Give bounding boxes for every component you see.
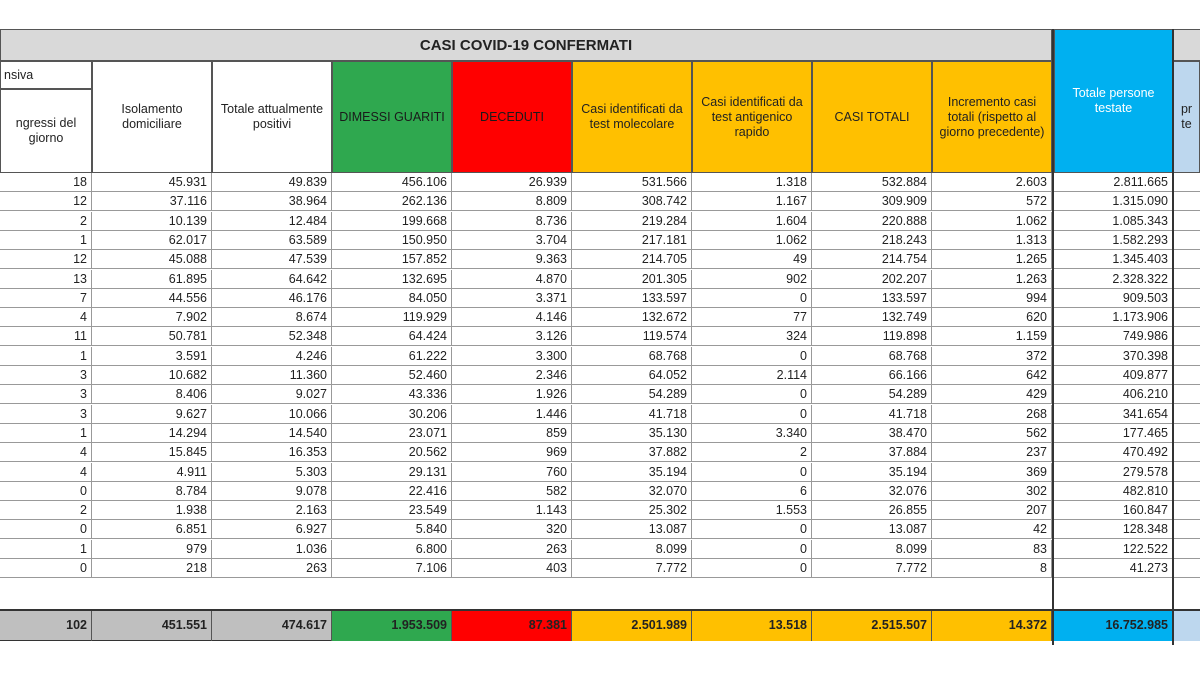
table-cell: 23.071 [332,424,452,442]
table-cell: 302 [932,482,1052,500]
table-cell: 202.207 [812,270,932,288]
table-cell: 63.589 [212,231,332,249]
table-cell: 37.882 [572,443,692,461]
total-cell: 87.381 [452,611,572,641]
table-cell: 2.603 [932,173,1052,191]
table-cell: 2.811.665 [1054,173,1173,191]
table-cell: 2.163 [212,501,332,519]
table-cell: 1 [0,347,92,365]
table-cell: 26.939 [452,173,572,191]
table-cell: 470.492 [1054,443,1173,461]
table-cell: 3.591 [92,347,212,365]
table-cell: 119.929 [332,308,452,326]
table-cell: 308.742 [572,192,692,210]
table-cell: 1.173.906 [1054,308,1173,326]
table-cell: 14.294 [92,424,212,442]
table-cell: 12 [0,250,92,268]
totals-row [0,609,1200,641]
table-cell-partial [1173,385,1200,403]
table-cell: 32.070 [572,482,692,500]
total-cell: 2.501.989 [572,611,692,641]
total-cell: 451.551 [92,611,212,641]
table-cell-partial [1173,482,1200,500]
table-cell: 1.036 [212,540,332,558]
table-cell: 482.810 [1054,482,1173,500]
header-totale-positivi: Totale attualmente positivi [212,61,332,173]
total-cell: 13.518 [692,611,812,641]
table-cell: 84.050 [332,289,452,307]
table-cell: 199.668 [332,212,452,230]
table-cell: 5.303 [212,463,332,481]
table-cell-partial [1173,405,1200,423]
table-row [0,250,1200,269]
table-cell: 41.718 [572,405,692,423]
table-row [0,405,1200,424]
table-cell: 7.772 [812,559,932,577]
table-cell: 4.246 [212,347,332,365]
table-cell: 12 [0,192,92,210]
table-cell: 45.088 [92,250,212,268]
table-cell: 1.318 [692,173,812,191]
table-cell: 62.017 [92,231,212,249]
table-cell: 6.927 [212,520,332,538]
column-divider [1172,29,1174,645]
table-cell: 1.062 [692,231,812,249]
table-cell: 1.604 [692,212,812,230]
table-cell: 4 [0,443,92,461]
table-cell: 902 [692,270,812,288]
table-cell: 562 [932,424,1052,442]
table-cell: 133.597 [572,289,692,307]
table-cell: 8.736 [452,212,572,230]
table-cell: 0 [0,520,92,538]
total-cell: 102 [0,611,92,641]
table-row [0,540,1200,559]
total-cell: 2.515.507 [812,611,932,641]
table-cell: 3.371 [452,289,572,307]
table-cell: 14.540 [212,424,332,442]
table-cell: 157.852 [332,250,452,268]
table-cell: 13.087 [812,520,932,538]
total-cell-partial [1173,611,1200,641]
table-row [0,173,1200,192]
table-cell: 309.909 [812,192,932,210]
table-row [0,212,1200,231]
table-cell: 26.855 [812,501,932,519]
table-cell: 369 [932,463,1052,481]
table-cell: 3 [0,385,92,403]
table-cell: 30.206 [332,405,452,423]
table-cell: 43.336 [332,385,452,403]
table-cell: 3.300 [452,347,572,365]
table-cell-partial [1173,231,1200,249]
table-cell: 61.222 [332,347,452,365]
header-partial-right: pr te [1173,61,1200,173]
table-cell-partial [1173,347,1200,365]
table-row [0,482,1200,501]
table-cell: 119.898 [812,327,932,345]
table-cell: 4.146 [452,308,572,326]
table-cell: 749.986 [1054,327,1173,345]
table-cell: 12.484 [212,212,332,230]
table-row [0,424,1200,443]
table-cell: 18 [0,173,92,191]
covid-table [0,29,1200,645]
table-cell: 263 [212,559,332,577]
table-cell: 1.143 [452,501,572,519]
table-cell: 9.363 [452,250,572,268]
table-cell: 66.166 [812,366,932,384]
table-cell-partial [1173,192,1200,210]
table-cell: 45.931 [92,173,212,191]
table-cell: 1.313 [932,231,1052,249]
total-cell: 474.617 [212,611,332,641]
table-cell: 7.902 [92,308,212,326]
table-cell: 37.884 [812,443,932,461]
header-casi-antigenico: Casi identificati da test antigenico rapido [692,61,812,173]
table-cell: 0 [0,482,92,500]
table-cell: 8.674 [212,308,332,326]
table-cell: 13 [0,270,92,288]
table-cell: 7 [0,289,92,307]
table-cell: 582 [452,482,572,500]
table-cell-partial [1173,540,1200,558]
table-cell: 49.839 [212,173,332,191]
table-cell: 1 [0,424,92,442]
table-cell: 8 [932,559,1052,577]
table-cell: 0 [692,347,812,365]
table-cell: 8.099 [812,540,932,558]
column-divider [1052,29,1054,645]
table-cell: 7.772 [572,559,692,577]
table-cell: 403 [452,559,572,577]
table-cell-partial [1173,443,1200,461]
header-deceduti: DECEDUTI [452,61,572,173]
table-cell: 1 [0,540,92,558]
table-cell: 20.562 [332,443,452,461]
table-cell: 217.181 [572,231,692,249]
table-cell: 5.840 [332,520,452,538]
table-cell: 1.263 [932,270,1052,288]
table-cell: 214.705 [572,250,692,268]
table-cell: 160.847 [1054,501,1173,519]
table-row [0,192,1200,211]
header-isolamento: Isolamento domiciliare [92,61,212,173]
table-cell: 3.340 [692,424,812,442]
table-cell: 38.964 [212,192,332,210]
table-cell-partial [1173,501,1200,519]
table-row [0,270,1200,289]
table-cell-partial [1173,289,1200,307]
table-row [0,327,1200,346]
table-row [0,443,1200,462]
table-cell: 1.926 [452,385,572,403]
table-cell: 979 [92,540,212,558]
table-row [0,308,1200,327]
table-cell: 132.695 [332,270,452,288]
table-cell: 370.398 [1054,347,1173,365]
table-cell: 10.139 [92,212,212,230]
table-cell: 1.265 [932,250,1052,268]
table-cell: 49 [692,250,812,268]
table-cell: 320 [452,520,572,538]
table-cell: 9.027 [212,385,332,403]
table-cell: 2 [0,212,92,230]
table-cell: 263 [452,540,572,558]
table-cell: 324 [692,327,812,345]
table-cell: 38.470 [812,424,932,442]
table-cell: 7.106 [332,559,452,577]
header-dimessi-guariti: DIMESSI GUARITI [332,61,452,173]
table-cell: 0 [0,559,92,577]
table-cell: 909.503 [1054,289,1173,307]
table-cell: 77 [692,308,812,326]
table-cell: 572 [932,192,1052,210]
table-cell: 207 [932,501,1052,519]
table-cell: 268 [932,405,1052,423]
header-top-left: nsiva [0,61,92,89]
table-cell: 0 [692,540,812,558]
table-cell: 35.130 [572,424,692,442]
table-cell: 54.289 [812,385,932,403]
table-cell: 4 [0,463,92,481]
table-cell: 218 [92,559,212,577]
table-cell: 6 [692,482,812,500]
table-cell: 64.052 [572,366,692,384]
table-cell: 52.460 [332,366,452,384]
table-cell-partial [1173,212,1200,230]
table-cell: 1.345.403 [1054,250,1173,268]
banner-right [1173,29,1200,61]
table-cell: 42 [932,520,1052,538]
table-cell-partial [1173,366,1200,384]
table-cell: 531.566 [572,173,692,191]
table-row [0,463,1200,482]
table-cell: 128.348 [1054,520,1173,538]
table-row [0,366,1200,385]
table-cell-partial [1173,520,1200,538]
table-cell-partial [1173,424,1200,442]
table-cell: 35.194 [812,463,932,481]
table-cell: 1.446 [452,405,572,423]
table-cell: 9.627 [92,405,212,423]
table-row [0,559,1200,578]
table-cell: 4.911 [92,463,212,481]
table-cell: 279.578 [1054,463,1173,481]
table-cell: 11.360 [212,366,332,384]
table-cell: 0 [692,559,812,577]
table-cell: 83 [932,540,1052,558]
table-cell: 1.062 [932,212,1052,230]
table-cell: 10.066 [212,405,332,423]
header-casi-molecolare: Casi identificati da test molecolare [572,61,692,173]
total-cell: 16.752.985 [1054,611,1173,641]
table-cell: 219.284 [572,212,692,230]
table-cell: 8.784 [92,482,212,500]
table-cell: 177.465 [1054,424,1173,442]
table-cell: 994 [932,289,1052,307]
table-cell: 2 [692,443,812,461]
table-cell: 37.116 [92,192,212,210]
table-cell: 64.642 [212,270,332,288]
table-cell-partial [1173,463,1200,481]
table-cell: 1.553 [692,501,812,519]
banner-title: CASI COVID-19 CONFERMATI [0,29,1052,61]
table-cell: 68.768 [572,347,692,365]
table-cell: 132.749 [812,308,932,326]
table-cell: 23.549 [332,501,452,519]
table-cell: 859 [452,424,572,442]
table-cell: 54.289 [572,385,692,403]
table-row [0,520,1200,539]
table-row [0,289,1200,308]
table-cell: 0 [692,520,812,538]
table-cell: 47.539 [212,250,332,268]
table-cell: 3.704 [452,231,572,249]
header-incremento: Incremento casi totali (rispetto al giorno precedente) [932,61,1052,173]
table-cell-partial [1173,308,1200,326]
table-cell: 6.851 [92,520,212,538]
table-cell: 220.888 [812,212,932,230]
table-row [0,231,1200,250]
table-cell: 2.328.322 [1054,270,1173,288]
table-cell: 44.556 [92,289,212,307]
table-cell: 4 [0,308,92,326]
table-cell: 41.273 [1054,559,1173,577]
table-cell: 341.654 [1054,405,1173,423]
table-cell: 3 [0,366,92,384]
table-cell: 22.416 [332,482,452,500]
table-cell: 456.106 [332,173,452,191]
table-cell: 1.085.343 [1054,212,1173,230]
table-cell: 61.895 [92,270,212,288]
table-cell: 46.176 [212,289,332,307]
table-cell: 969 [452,443,572,461]
table-row [0,385,1200,404]
table-cell: 16.353 [212,443,332,461]
table-cell: 0 [692,385,812,403]
table-cell: 0 [692,463,812,481]
table-cell: 1.167 [692,192,812,210]
table-cell: 218.243 [812,231,932,249]
table-cell-partial [1173,559,1200,577]
table-cell: 1.159 [932,327,1052,345]
table-cell: 15.845 [92,443,212,461]
table-cell: 760 [452,463,572,481]
table-cell: 11 [0,327,92,345]
table-cell: 642 [932,366,1052,384]
table-cell: 41.718 [812,405,932,423]
table-cell: 237 [932,443,1052,461]
table-cell: 532.884 [812,173,932,191]
table-cell: 429 [932,385,1052,403]
table-cell: 214.754 [812,250,932,268]
table-cell: 122.522 [1054,540,1173,558]
table-cell: 35.194 [572,463,692,481]
table-cell: 1.938 [92,501,212,519]
table-cell: 13.087 [572,520,692,538]
table-cell: 8.809 [452,192,572,210]
table-cell: 8.099 [572,540,692,558]
table-cell: 119.574 [572,327,692,345]
table-cell: 32.076 [812,482,932,500]
table-cell: 150.950 [332,231,452,249]
header-casi-totali: CASI TOTALI [812,61,932,173]
table-cell: 50.781 [92,327,212,345]
table-cell: 6.800 [332,540,452,558]
table-cell: 2.114 [692,366,812,384]
table-cell: 29.131 [332,463,452,481]
table-cell: 406.210 [1054,385,1173,403]
table-cell: 132.672 [572,308,692,326]
table-cell: 409.877 [1054,366,1173,384]
table-cell: 8.406 [92,385,212,403]
table-cell: 133.597 [812,289,932,307]
table-cell: 4.870 [452,270,572,288]
header-ingressi: ngressi del giorno [0,89,92,173]
table-cell: 52.348 [212,327,332,345]
table-cell-partial [1173,270,1200,288]
table-cell: 2.346 [452,366,572,384]
table-cell: 68.768 [812,347,932,365]
table-cell: 3 [0,405,92,423]
table-cell-partial [1173,327,1200,345]
total-cell: 14.372 [932,611,1052,641]
table-cell: 0 [692,289,812,307]
table-cell: 262.136 [332,192,452,210]
total-cell: 1.953.509 [332,611,452,641]
table-cell: 64.424 [332,327,452,345]
table-cell: 620 [932,308,1052,326]
table-cell: 3.126 [452,327,572,345]
table-cell: 1.582.293 [1054,231,1173,249]
table-cell: 1 [0,231,92,249]
table-row [0,347,1200,366]
table-cell: 25.302 [572,501,692,519]
table-cell-partial [1173,173,1200,191]
table-cell: 10.682 [92,366,212,384]
table-cell: 372 [932,347,1052,365]
table-row [0,501,1200,520]
table-cell: 9.078 [212,482,332,500]
table-cell: 201.305 [572,270,692,288]
table-cell: 1.315.090 [1054,192,1173,210]
table-cell: 0 [692,405,812,423]
table-cell: 2 [0,501,92,519]
header-persone-testate: Totale persone testate [1054,29,1173,173]
table-cell-partial [1173,250,1200,268]
